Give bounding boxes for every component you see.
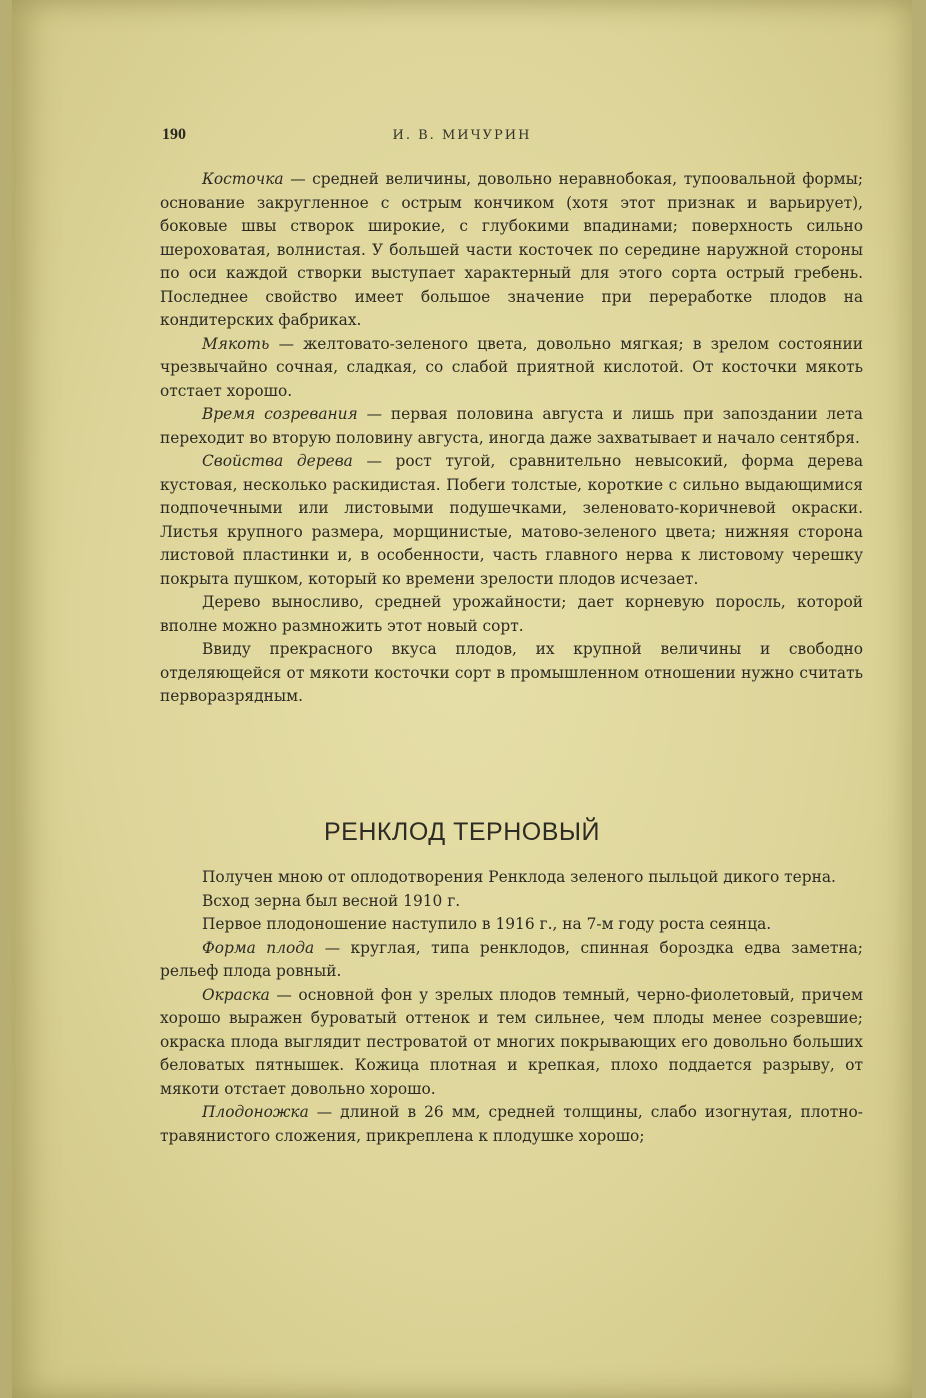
- term: Окраска: [202, 985, 270, 1004]
- paragraph: Свойства дерева — рост тугой, сравнительно невысокий, форма дерева кустовая, несколько раскидистая. Побеги толстые, короткие с сильно выдающимися подпочечными или листовыми подушечками, зеленовато-коричневой окраски. Листья крупного размера, морщинистые, матово-зеленого цвета; нижняя сторона листовой пластинки и, в особенности, часть главного нерва к листовому черешку покрыта пушком, который ко времени зрелости плодов исчезает.: [160, 452, 863, 588]
- paragraph: Косточка — средней величины, довольно неравнобокая, тупоовальной формы; основание закругленное с острым кончиком (хотя этот признак и варьирует), боковые швы створок широкие, с глубокими впадинами; поверхность сильно шероховатая, волнистая. У большей части косточек по середине наружной стороны по оси каждой створки выступает характерный для этого сорта острый гребень. Последнее свойство имеет большое значение при переработке плодов на кондитерских фабриках.: [160, 170, 863, 329]
- term: Косточка: [202, 170, 284, 188]
- text-block-kostochka: [160, 168, 863, 709]
- running-head: И. В. МИЧУРИН: [392, 128, 532, 143]
- paragraph: Мякоть — желтовато-зеленого цвета, довольно мягкая; в зрелом состоянии чрезвычайно сочная, сладкая, со слабой приятной кислотой. От косточки мякоть отстает хорошо.: [160, 334, 863, 400]
- term: Форма плода: [202, 938, 315, 957]
- term: Свойства дерева: [202, 452, 353, 470]
- paragraph: Форма плода — круглая, типа ренклодов, спинная бороздка едва заметна; рельеф плода ровный.: [160, 938, 863, 980]
- book-page: [12, 0, 912, 1398]
- paragraph: Плодоножка — длиной в 26 мм, средней толщины, слабо изогнутая, плотно-травянистого сложения, прикреплена к плодушке хорошо;: [160, 1103, 863, 1145]
- paragraph: Время созревания — первая половина августа и лишь при запоздании лета переходит во вторую половину августа, иногда даже захватывает и начало сентября.: [160, 405, 863, 447]
- page-header: [12, 126, 912, 150]
- paragraph: Ввиду прекрасного вкуса плодов, их крупной величины и свободно отделяющейся от мякоти косточки сорт в промышленном отношении нужно считать перворазрядным.: [160, 640, 863, 705]
- text-block-renklod: [160, 866, 863, 1148]
- section-heading: РЕНКЛОД ТЕРНОВЫЙ: [323, 818, 601, 846]
- paragraph: Получен мною от оплодотворения Ренклода зеленого пыльцой дикого терна.: [202, 868, 836, 886]
- term: Плодоножка: [202, 1103, 309, 1121]
- paragraph: Окраска — основной фон у зрелых плодов темный, черно-фиолетовый, причем хорошо выражен буроватый оттенок и тем сильнее, чем плоды менее созревшие; окраска плода выглядит пестроватой от многих покрывающих его довольно больших беловатых пятнышек. Кожица плотная и крепкая, плохо поддается разрыву, от мякоти отстает довольно хорошо.: [160, 985, 863, 1098]
- term: Время созревания: [202, 405, 358, 423]
- paragraph: Всход зерна был весной 1910 г.: [202, 891, 461, 910]
- term: Мякоть: [202, 334, 270, 353]
- paragraph: Первое плодоношение наступило в 1916 г., на 7-м году роста сеянца.: [202, 915, 772, 933]
- page-number: 190: [162, 126, 186, 143]
- paragraph: Дерево выносливо, средней урожайности; дает корневую поросль, которой вполне можно размножить этот новый сорт.: [160, 593, 863, 635]
